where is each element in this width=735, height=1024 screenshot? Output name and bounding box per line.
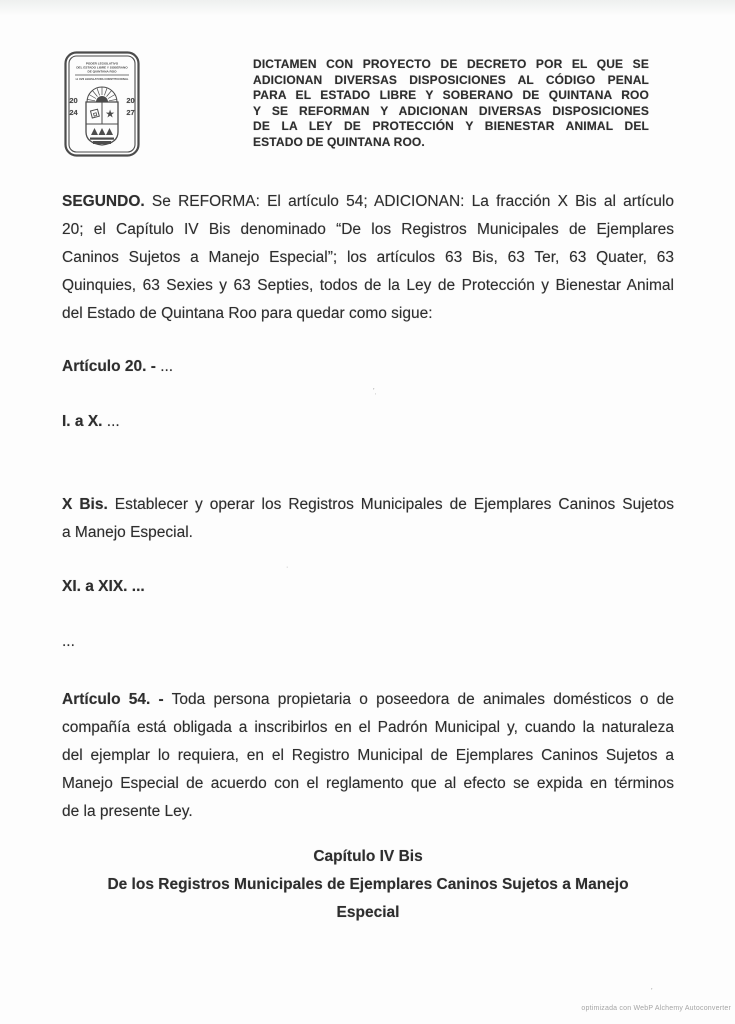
text-line	[62, 491, 674, 519]
text-segment: Toda persona propietaria o poseedora de animales domésticos o de	[163, 691, 674, 708]
star-icon: ★	[105, 108, 115, 121]
scan-artifact: ·	[286, 564, 289, 571]
articulo-54	[62, 686, 674, 826]
header-line: DICTAMEN CON PROYECTO DE DECRETO POR EL QUE SE	[253, 57, 649, 71]
text-line	[62, 408, 674, 436]
articulo-20	[62, 353, 674, 381]
bold-text-segment: XI. a XIX.	[62, 578, 128, 595]
seal-legislature-line: H. XVII LEGISLATURA CONSTITUCIONAL	[75, 77, 129, 81]
text-segment: Se REFORMA: El artículo 54; ADICIONAN: La fracción X Bis al artículo	[144, 193, 674, 210]
text-segment: del Estado de Quintana Roo para quedar como sigue:	[62, 305, 433, 322]
legislative-seal	[64, 51, 140, 157]
text-segment: del ejemplar lo requiera, en el Registro Municipal de Ejemplares Caninos Sujetos a	[62, 747, 674, 764]
bold-text-segment: De los Registros Municipales de Ejemplares Caninos Sujetos a Manejo	[107, 876, 629, 893]
seal-year-start: 2024	[69, 96, 78, 117]
seal-authority-line: DE QUINTANA ROO	[87, 69, 117, 74]
text-segment: ...	[155, 358, 174, 375]
text-segment: ...	[102, 413, 120, 430]
text-line	[62, 714, 674, 742]
header-line: ADICIONAN DIVERSAS DISPOSICIONES AL CÓDIGO PENAL	[253, 72, 649, 87]
text-line	[62, 871, 674, 899]
bold-text-segment: Artículo 54. -	[62, 691, 164, 708]
seal-authority-line: DEL ESTADO LIBRE Y SOBERANO	[76, 65, 128, 70]
bold-text-segment: Artículo 20. -	[62, 358, 156, 375]
capitulo-iv-bis-heading	[62, 843, 674, 927]
text-segment: compañía está obligada a inscribirlos en el Padrón Municipal y, cuando la naturaleza	[62, 719, 674, 736]
header-title	[253, 57, 649, 150]
text-line	[62, 899, 674, 927]
header-line: PARA EL ESTADO LIBRE Y SOBERANO DE QUINTANA ROO	[253, 88, 649, 102]
seal-text	[75, 62, 129, 81]
seal-authority-line: PODER LEGISLATIVO	[85, 61, 119, 66]
text-line	[62, 843, 674, 871]
text-line	[62, 300, 674, 328]
text-segment: Manejo Especial de acuerdo con el reglamento que al efecto se expida en términos	[62, 775, 674, 792]
text-segment: a Manejo Especial.	[62, 524, 193, 541]
coat-of-arms	[86, 87, 118, 145]
bold-text-segment: Especial	[336, 904, 400, 921]
text-line	[62, 770, 674, 798]
bold-text-segment: SEGUNDO.	[62, 193, 145, 210]
text-line	[62, 244, 674, 272]
header-line: DE LA LEY DE PROTECCIÓN Y BIENESTAR ANIMAL DEL	[253, 119, 649, 133]
text-segment: ...	[62, 633, 75, 650]
bold-text-segment: I. a X.	[62, 413, 103, 430]
scan-artifact: ’ˌ	[373, 388, 377, 395]
text-line	[62, 686, 674, 714]
clause-segundo	[62, 188, 674, 328]
text-line	[62, 216, 674, 244]
text-segment: de la presente Ley.	[62, 803, 193, 820]
bold-text-segment: Capítulo IV Bis	[313, 848, 423, 865]
bold-text-segment: ...	[131, 578, 145, 595]
text-line	[62, 353, 674, 381]
text-line	[62, 188, 674, 216]
seal-year-end: 2027	[126, 96, 135, 117]
fraccion-i-a-x	[62, 408, 674, 436]
text-line	[62, 742, 674, 770]
text-line	[62, 272, 674, 300]
text-segment: Quinquies, 63 Sexies y 63 Septies, todos de la Ley de Protección y Bienestar Animal	[62, 277, 674, 294]
bold-text-segment: X Bis.	[62, 496, 108, 513]
scan-artifact: ’	[651, 988, 653, 995]
text-line	[62, 628, 674, 656]
text-segment: Caninos Sujetos a Manejo Especial”; los artículos 63 Bis, 63 Ter, 63 Quater, 63	[62, 249, 674, 266]
text-line	[62, 573, 674, 601]
text-segment: Establecer y operar los Registros Municipales de Ejemplares Caninos Sujetos	[107, 496, 674, 513]
ellipsis-line	[62, 628, 674, 656]
text-line	[62, 798, 674, 826]
fraccion-x-bis	[62, 491, 674, 547]
text-line	[62, 519, 674, 547]
text-segment: 20; el Capítulo IV Bis denominado “De los Registros Municipales de Ejemplares	[62, 221, 674, 238]
webp-watermark: optimizada con WebP Alchemy Autoconverter	[581, 1005, 731, 1012]
fraccion-xi-a-xix	[62, 573, 674, 601]
header-line: Y SE REFORMAN Y ADICIONAN DIVERSAS DISPOSICIONES	[253, 103, 649, 118]
header-line: ESTADO DE QUINTANA ROO.	[253, 134, 425, 149]
